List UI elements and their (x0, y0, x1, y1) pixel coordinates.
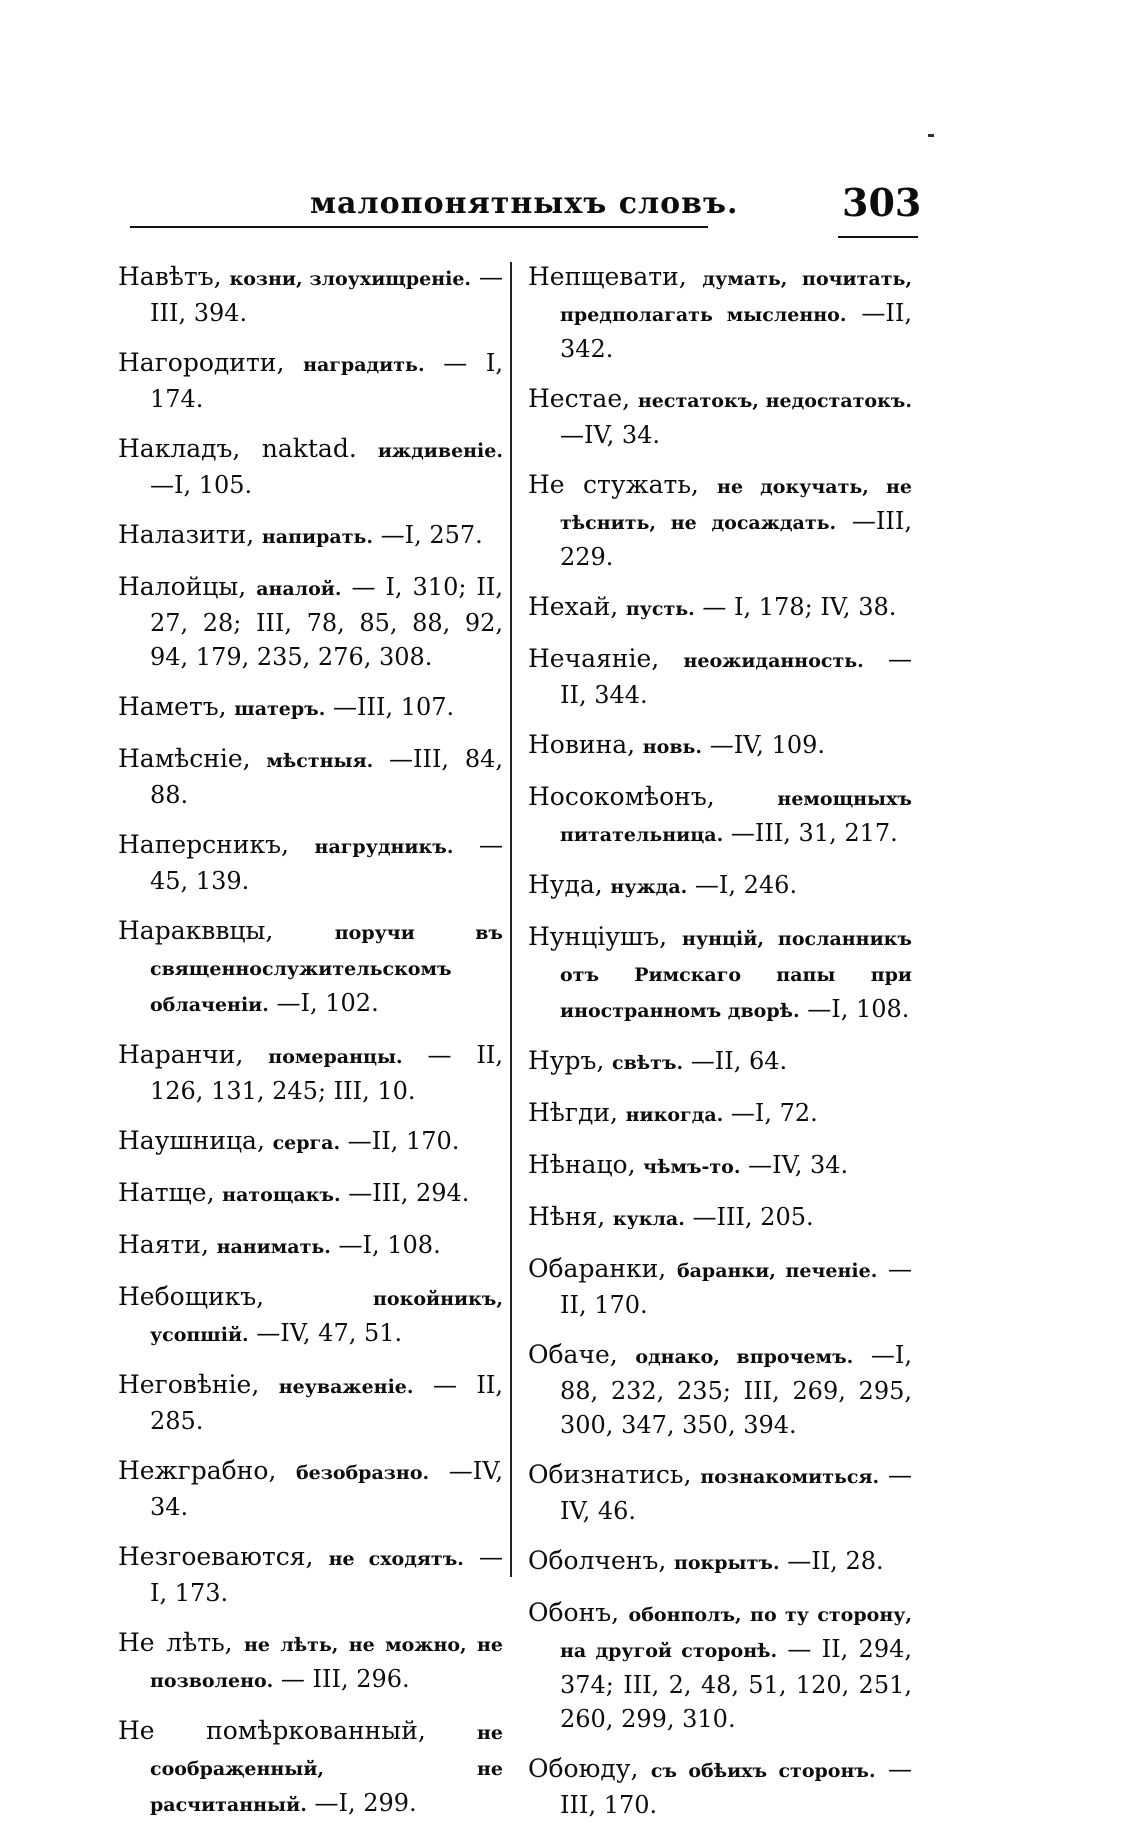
entry-definition: пусть. (625, 598, 695, 620)
entry-headword: Нѣня, (528, 1202, 606, 1231)
entry-definition: кукла. (612, 1208, 685, 1230)
entry-headword: Наракввцы, (118, 916, 274, 945)
entry-references: — III, 170. (560, 1755, 912, 1819)
entry-references: —I, 105. (150, 471, 253, 499)
dictionary-entry (528, 590, 912, 626)
dictionary-entry (528, 1596, 912, 1736)
left-column (118, 260, 503, 1838)
right-column (528, 260, 912, 1838)
entry-references: —I, 72. (730, 1099, 818, 1127)
entry-headword: Новина, (528, 730, 636, 759)
dictionary-entry (528, 642, 912, 712)
entry-headword: Нунціушъ, (528, 922, 668, 951)
entry-definition: чѣмъ-то. (643, 1156, 741, 1178)
entry-references: —IV, 47, 51. (256, 1319, 403, 1347)
entry-references: —II, 170. (347, 1127, 460, 1155)
entry-definition: напирать. (261, 526, 373, 548)
entry-references: — I, 173. (150, 1543, 503, 1607)
entry-definition: нестатокъ, недостатокъ. (637, 390, 912, 412)
entry-references: — I, 174. (150, 349, 503, 413)
entry-definition: думать, почитать, предполагать мысленно. (560, 268, 912, 326)
entry-headword: Нѣгди, (528, 1098, 618, 1127)
entry-references: —I, 88, 232, 235; III, 269, 295, 300, 347, 350, 394. (560, 1341, 912, 1439)
entry-headword: Незгоеваются, (118, 1542, 314, 1571)
dictionary-entry (118, 260, 503, 330)
entry-definition: покойникъ, усопшій. (150, 1288, 503, 1346)
dictionary-entry (528, 1044, 912, 1080)
header-rule-right (838, 236, 918, 238)
entry-headword: Нуда, (528, 870, 603, 899)
entry-references: —I, 108. (338, 1231, 441, 1259)
entry-definition: свѣтъ. (612, 1052, 684, 1074)
entry-headword: Нестае, (528, 384, 631, 413)
entry-headword: Небощикъ, (118, 1282, 265, 1311)
entry-definition: однако, впрочемъ. (635, 1346, 854, 1368)
entry-headword: Непщевати, (528, 262, 687, 291)
entry-headword: Неговѣніе, (118, 1370, 260, 1399)
entry-definition: нужда. (610, 876, 688, 898)
entry-references: — I, 178; IV, 38. (702, 593, 897, 621)
entry-headword: Накладъ, naktad. (118, 434, 357, 463)
dictionary-entry (528, 1148, 912, 1184)
dictionary-entry (528, 780, 912, 852)
dictionary-entry (528, 468, 912, 574)
entry-definition: поручи въ священнослужительскомъ облаченіи. (150, 922, 503, 1016)
entry-definition: не сходятъ. (328, 1548, 464, 1570)
entry-headword: Оболченъ, (528, 1546, 667, 1575)
dictionary-entry (118, 1626, 503, 1698)
entry-headword: Налазити, (118, 520, 255, 549)
entry-definition: неожиданность. (683, 650, 864, 672)
header-rule (130, 226, 708, 228)
entry-references: — 45, 139. (150, 831, 503, 895)
entry-references: —I, 299. (314, 1789, 417, 1817)
entry-headword: Намѣсніе, (118, 744, 251, 773)
dictionary-entry (528, 920, 912, 1028)
dictionary-entry (118, 1368, 503, 1438)
entry-references: —III, 294. (348, 1179, 470, 1207)
dictionary-entry (118, 518, 503, 554)
entry-headword: Не стужать, (528, 470, 699, 499)
entry-definition: наградить. (303, 354, 425, 376)
entry-headword: Нехай, (528, 592, 619, 621)
dictionary-entry (118, 1228, 503, 1264)
entry-definition: покрытъ. (673, 1552, 780, 1574)
entry-headword: Наушница, (118, 1126, 265, 1155)
entry-references: —III, 31, 217. (730, 819, 898, 847)
entry-references: —IV, 34. (150, 1457, 503, 1521)
dictionary-entry (118, 1540, 503, 1610)
dictionary-entry (118, 1280, 503, 1352)
entry-references: —I, 246. (694, 871, 798, 899)
entry-references: —I, 108. (807, 995, 910, 1023)
entry-definition: козни, злоухищреніе. (229, 268, 472, 290)
dictionary-entry (528, 382, 912, 452)
entry-headword: Наметъ, (118, 692, 227, 721)
entry-references: — II, 170. (560, 1255, 912, 1319)
dictionary-entry (528, 868, 912, 904)
entry-definition: новь. (642, 736, 703, 758)
entry-definition: обонполъ, по ту сторону, на другой сторонѣ. (560, 1604, 912, 1662)
entry-definition: баранки, печеніе. (676, 1260, 878, 1282)
entry-definition: немощныхъ питательница. (560, 788, 912, 846)
entry-definition: безобразно. (295, 1462, 430, 1484)
entry-definition: не докучать, не тѣснить, не досаждать. (560, 476, 912, 534)
entry-definition: нанимать. (216, 1236, 331, 1258)
dictionary-entry (528, 260, 912, 366)
entry-references: —III, 229. (560, 507, 912, 571)
entry-headword: Нѣнацо, (528, 1150, 636, 1179)
entry-definition: шатеръ. (234, 698, 326, 720)
entry-headword: Нуръ, (528, 1046, 605, 1075)
page-number: 303 (842, 180, 922, 225)
entry-references: — I, 310; II, 27, 28; III, 78, 85, 88, 92, 94, 179, 235, 276, 308. (150, 573, 503, 671)
entry-definition: померанцы. (268, 1046, 403, 1068)
dictionary-entry (118, 432, 503, 502)
entry-headword: Налойцы, (118, 572, 247, 601)
entry-headword: Нежграбно, (118, 1456, 277, 1485)
entry-headword: Не лѣть, (118, 1628, 233, 1657)
entry-definition: иждивеніе. (377, 440, 503, 462)
dictionary-entry (528, 728, 912, 764)
column-divider (510, 262, 512, 1577)
dictionary-entry (118, 1454, 503, 1524)
scan-mark (928, 134, 934, 137)
entry-headword: Носокомѣонъ, (528, 782, 715, 811)
entry-references: —II, 342. (560, 299, 912, 363)
running-header: малопонятныхъ словъ. (310, 186, 739, 221)
dictionary-entry (118, 570, 503, 674)
entry-headword: Наперсникъ, (118, 830, 289, 859)
dictionary-entry (118, 1714, 503, 1822)
entry-references: —III, 394. (150, 263, 503, 327)
entry-references: —III, 107. (333, 693, 455, 721)
entry-headword: Наяти, (118, 1230, 209, 1259)
dictionary-entry (528, 1544, 912, 1580)
entry-references: — II, 285. (150, 1371, 503, 1435)
entry-references: —III, 205. (692, 1203, 814, 1231)
entry-definition: нагрудникъ. (314, 836, 454, 858)
entry-headword: Натще, (118, 1178, 215, 1207)
entry-references: —II, 64. (690, 1047, 788, 1075)
entry-references: —I, 102. (276, 989, 379, 1017)
entry-definition: никогда. (625, 1104, 724, 1126)
entry-definition: не лѣть, не можно, не позволено. (150, 1634, 504, 1692)
entry-references: — II, 294, 374; III, 2, 48, 51, 120, 251, 260, 299, 310. (560, 1635, 912, 1733)
dictionary-entry (118, 690, 503, 726)
entry-definition: познакомиться. (700, 1466, 880, 1488)
entry-headword: Нечаяніе, (528, 644, 660, 673)
entry-references: —IV, 34. (560, 421, 661, 449)
entry-references: —III, 84, 88. (150, 745, 503, 809)
dictionary-entry (528, 1338, 912, 1442)
entry-headword: Навѣтъ, (118, 262, 222, 291)
entry-definition: съ обѣихъ сторонъ. (650, 1760, 876, 1782)
entry-headword: Обонъ, (528, 1598, 620, 1627)
dictionary-entry (528, 1200, 912, 1236)
entry-definition: аналой. (256, 578, 342, 600)
dictionary-entry (528, 1752, 912, 1822)
dictionary-entry (118, 1038, 503, 1108)
entry-references: —IV, 109. (709, 731, 825, 759)
dictionary-entry (118, 914, 503, 1022)
entry-definition: неуваженіе. (278, 1376, 414, 1398)
entry-headword: Нагородити, (118, 348, 285, 377)
dictionary-entry (118, 346, 503, 416)
dictionary-entry (528, 1096, 912, 1132)
entry-definition: натощакъ. (222, 1184, 341, 1206)
dictionary-entry (118, 828, 503, 898)
entry-headword: Наранчи, (118, 1040, 244, 1069)
dictionary-entry (528, 1252, 912, 1322)
dictionary-entry (118, 1124, 503, 1160)
entry-references: —II, 28. (787, 1547, 884, 1575)
entry-headword: Обаранки, (528, 1254, 667, 1283)
entry-references: — II, 126, 131, 245; III, 10. (150, 1041, 503, 1105)
entry-headword: Обизнатись, (528, 1460, 692, 1489)
entry-definition: мѣстныя. (266, 750, 374, 772)
entry-definition: серга. (272, 1132, 341, 1154)
entry-references: — IV, 46. (560, 1461, 912, 1525)
entry-definition: не сообраҗенный, не расчитанный. (150, 1722, 503, 1816)
dictionary-entry (118, 1176, 503, 1212)
entry-definition: нунцій, посланникъ отъ Римскаго папы при иностранномъ дворѣ. (560, 928, 912, 1022)
entry-headword: Обоюду, (528, 1754, 639, 1783)
entry-headword: Не помѣркованный, (118, 1716, 426, 1745)
dictionary-entry (528, 1458, 912, 1528)
entry-references: — III, 296. (280, 1665, 410, 1693)
entry-references: —IV, 34. (748, 1151, 849, 1179)
entry-references: — II, 344. (560, 645, 912, 709)
entry-headword: Обаче, (528, 1340, 618, 1369)
entry-references: —I, 257. (380, 521, 483, 549)
dictionary-entry (118, 742, 503, 812)
